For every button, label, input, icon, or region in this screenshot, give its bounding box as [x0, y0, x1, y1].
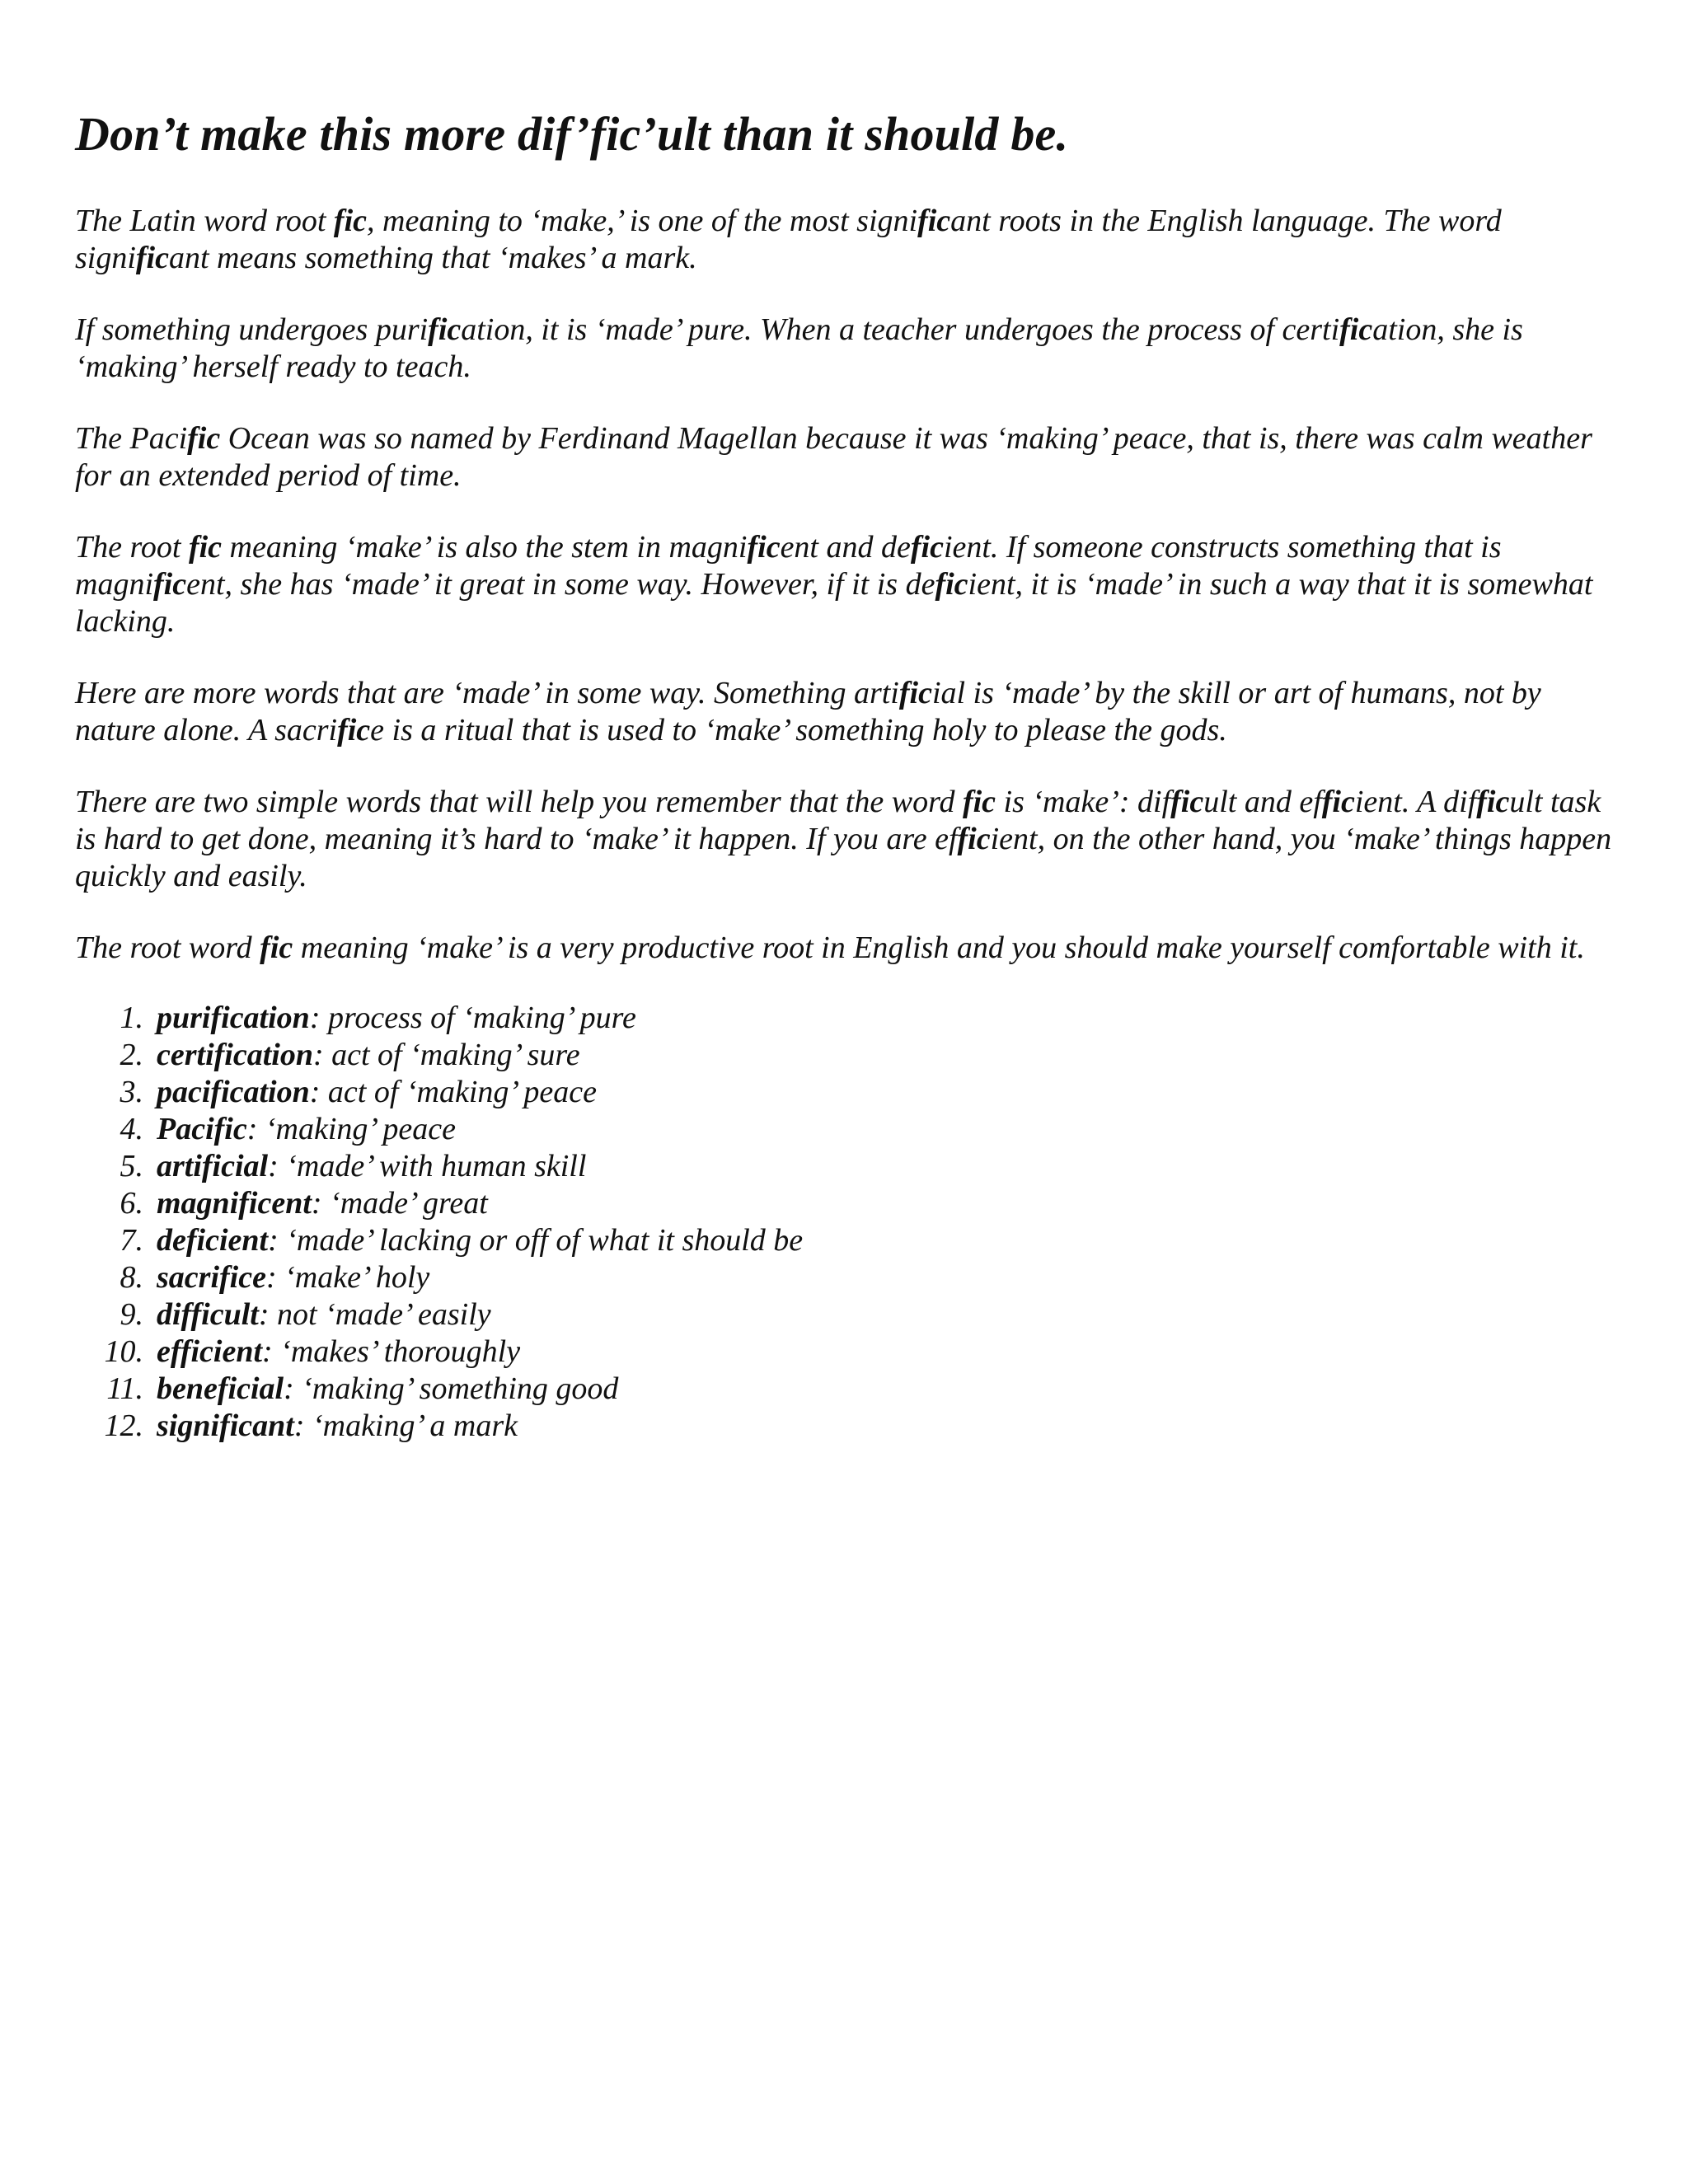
vocab-entry — [157, 1333, 520, 1371]
root-highlight: fic — [935, 567, 968, 602]
vocab-word: deficient — [157, 1223, 269, 1258]
vocab-entry — [157, 1259, 429, 1296]
root-highlight: fic — [962, 785, 996, 819]
list-item — [75, 1074, 1625, 1111]
paragraph-text: The Latin word root — [75, 204, 334, 238]
paragraph-text: ation, she is ‘making’ herself ready to teach. — [75, 312, 1523, 384]
list-item — [75, 1037, 1625, 1074]
vocab-word: Pacific — [157, 1112, 247, 1146]
root-highlight: fic — [337, 713, 371, 748]
list-item-number: 2. — [120, 1038, 143, 1072]
vocab-word: difficult — [157, 1297, 259, 1332]
list-item-number: 7. — [120, 1223, 143, 1258]
paragraph — [75, 312, 1625, 386]
paragraph-text: ult task is hard to get done, meaning it’s hard to ‘make’ it happen. If you are ef — [75, 785, 1601, 856]
vocab-entry — [157, 1408, 518, 1445]
root-highlight: fic — [910, 530, 944, 565]
vocab-entry — [157, 1037, 580, 1074]
vocab-definition: : ‘made’ with human skill — [268, 1149, 587, 1183]
vocab-definition: : act of ‘making’ peace — [309, 1075, 597, 1109]
vocab-word: sacrifice — [157, 1260, 266, 1295]
root-highlight: fic — [898, 676, 932, 710]
paragraph-text: ial is ‘made’ by the skill or art of humans, not by nature alone. A sacri — [75, 676, 1541, 748]
list-item — [75, 1111, 1625, 1148]
root-highlight: fic — [1321, 785, 1355, 819]
paragraph-text: meaning ‘make’ is a very productive root in English and you should make yourself comfortable with it. — [293, 930, 1585, 965]
document-page — [75, 105, 1625, 1445]
paragraph — [75, 930, 1625, 967]
vocab-word: efficient — [157, 1334, 263, 1369]
paragraph-text: meaning ‘make’ is also the stem in magni — [222, 530, 748, 565]
vocab-definition: : ‘making’ something good — [284, 1371, 619, 1406]
paragraph — [75, 529, 1625, 640]
vocab-word: artificial — [157, 1149, 269, 1183]
paragraph-text: e is a ritual that is used to ‘make’ something holy to please the gods. — [370, 713, 1227, 748]
vocab-definition: : process of ‘making’ pure — [309, 1001, 636, 1035]
paragraph — [75, 203, 1625, 277]
vocab-definition: : ‘makes’ thoroughly — [262, 1334, 521, 1369]
paragraph-text: ient. A dif — [1354, 785, 1477, 819]
vocab-entry — [157, 1185, 488, 1222]
vocab-word: certification — [157, 1038, 313, 1072]
list-item-number: 12. — [104, 1408, 143, 1443]
paragraph-text: ient. If someone constructs something that is magni — [75, 530, 1502, 602]
paragraph-text: The root — [75, 530, 189, 565]
list-item-number: 3. — [120, 1075, 143, 1109]
root-highlight: fic — [135, 241, 169, 275]
root-highlight: fic — [747, 530, 781, 565]
paragraph-text: , meaning to ‘make,’ is one of the most signi — [367, 204, 918, 238]
vocab-entry — [157, 1296, 491, 1333]
vocab-definition: : ‘making’ peace — [246, 1112, 456, 1146]
root-highlight: fic — [1170, 785, 1204, 819]
paragraph — [75, 420, 1625, 494]
paragraph-text: ant means something that ‘makes’ a mark. — [168, 241, 697, 275]
paragraph — [75, 784, 1625, 895]
list-item-number: 5. — [120, 1149, 143, 1183]
paragraph-text: ient, it is ‘made’ in such a way that it is somewhat lacking. — [75, 567, 1593, 639]
vocab-definition: : act of ‘making’ sure — [312, 1038, 580, 1072]
vocab-word: significant — [157, 1408, 294, 1443]
list-item-number: 9. — [120, 1297, 143, 1332]
paragraph-text: is ‘make’: dif — [996, 785, 1171, 819]
paragraph-text: ent, she has ‘made’ it great in some way. However, if it is de — [186, 567, 935, 602]
paragraph — [75, 675, 1625, 749]
list-item-number: 8. — [120, 1260, 143, 1295]
list-item-number: 11. — [106, 1371, 143, 1406]
list-item — [75, 1333, 1625, 1371]
paragraph-text: Here are more words that are ‘made’ in some way. Something arti — [75, 676, 899, 710]
list-item-number: 4. — [120, 1112, 143, 1146]
vocab-definition: : ‘make’ holy — [265, 1260, 430, 1295]
vocabulary-list — [75, 1000, 1625, 1445]
page-title: Don’t make this more dif’fic’ult than it should be. — [75, 107, 1069, 161]
vocab-entry — [157, 1371, 618, 1408]
root-highlight: fic — [260, 930, 293, 965]
list-item-number: 10. — [104, 1334, 143, 1369]
paragraph-text: ation, it is ‘made’ pure. When a teacher undergoes the process of certi — [461, 312, 1340, 347]
vocab-entry — [157, 1148, 586, 1185]
list-item-number: 1. — [120, 1001, 143, 1035]
root-highlight: fic — [957, 822, 991, 856]
paragraph-text: ent and de — [780, 530, 911, 565]
root-highlight: fic — [1476, 785, 1510, 819]
root-highlight: fic — [188, 530, 223, 565]
list-item-number: 6. — [120, 1186, 143, 1221]
paragraph-text: If something undergoes puri — [75, 312, 429, 347]
vocab-word: purification — [157, 1001, 310, 1035]
paragraph-text: ient, on the other hand, you ‘make’ things happen quickly and easily. — [75, 822, 1612, 893]
vocab-definition: : ‘made’ great — [311, 1186, 488, 1221]
list-item — [75, 1371, 1625, 1408]
vocab-definition: : not ‘made’ easily — [258, 1297, 491, 1332]
vocab-word: beneficial — [157, 1371, 284, 1406]
paragraph-text: There are two simple words that will help you remember that the word — [75, 785, 963, 819]
paragraph-text: The Paci — [75, 421, 188, 456]
list-item — [75, 1148, 1625, 1185]
paragraph-text: ant roots in the English language. The word signi — [75, 204, 1502, 275]
vocab-entry — [157, 1222, 803, 1259]
root-highlight: fic — [1339, 312, 1373, 347]
paragraph-text: ult and ef — [1203, 785, 1322, 819]
paragraph-text: Ocean was so named by Ferdinand Magellan because it was ‘making’ peace, that is, there was calm weather for an extended period of time. — [75, 421, 1592, 493]
vocab-definition: : ‘made’ lacking or off of what it should be — [268, 1223, 804, 1258]
root-highlight: fic — [428, 312, 462, 347]
list-item — [75, 1185, 1625, 1222]
list-item — [75, 1222, 1625, 1259]
list-item — [75, 1259, 1625, 1296]
vocab-entry — [157, 1000, 636, 1037]
root-highlight: fic — [333, 204, 367, 238]
root-highlight: fic — [917, 204, 951, 238]
root-highlight: fic — [187, 421, 221, 456]
vocab-word: pacification — [157, 1075, 310, 1109]
list-item — [75, 1296, 1625, 1333]
vocab-definition: : ‘making’ a mark — [293, 1408, 518, 1443]
paragraph-text: The root word — [75, 930, 260, 965]
vocab-entry — [157, 1074, 597, 1111]
vocab-entry — [157, 1111, 456, 1148]
root-highlight: fic — [153, 567, 187, 602]
vocab-word: magnificent — [157, 1186, 312, 1221]
list-item — [75, 1000, 1625, 1037]
list-item — [75, 1408, 1625, 1445]
